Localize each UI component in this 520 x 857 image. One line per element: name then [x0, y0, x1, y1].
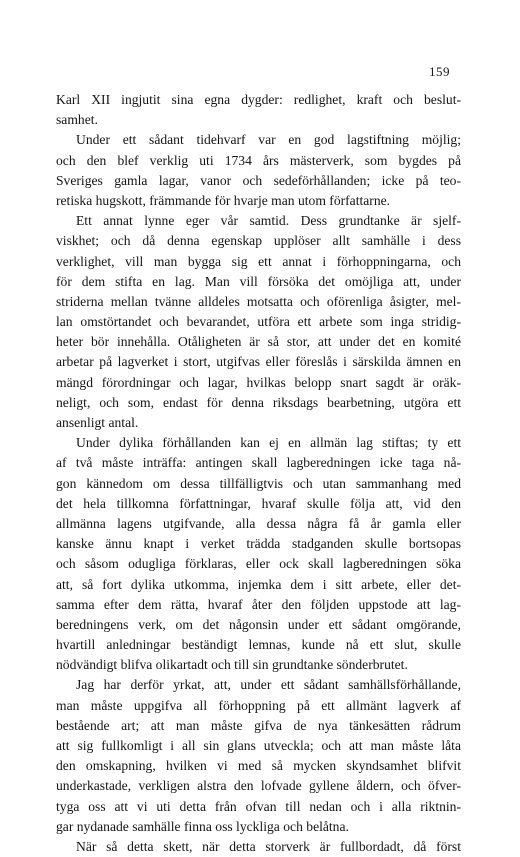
text-line: heter bör innehålla. Otåligheten är så stor, att under det en komité — [56, 334, 461, 350]
text-line: att sig fullkomligt i all sin glans utveckla; och att man måste låta — [56, 738, 461, 753]
text-line: den omskapning, hvilken vi med så mycken skyndsamhet blifvit — [56, 758, 461, 774]
text-line: Jag har derför yrkat, att, under ett sådant samhällsförhållande, — [76, 677, 461, 693]
text-line: af två måste inträffa: antingen skall lagberedningen icke taga nå- — [56, 455, 461, 471]
text-line: samhet. — [56, 112, 98, 128]
text-line: tyga oss att vi uti detta från ofvan till nedan och i alla riktnin- — [56, 798, 461, 814]
text-line: Ett annat lynne eger vår samtid. Dess grundtanke är sjelf- — [76, 213, 461, 229]
text-line: och såsom odugliga förklaras, eller ock skall lagberedningen söka — [56, 556, 461, 572]
text-line: det hela tillkomna författningar, hvaraf skulle följa att, vid den — [56, 495, 461, 511]
text-line: nödvändigt blifva olikartadt och till sin grundtanke sönderbrutet. — [56, 657, 408, 673]
text-line: neligt, och som, endast för denna riksdags bearbetning, utgöra ett — [56, 394, 461, 410]
text-line: Under ett sådant tidehvarf var en god lagstiftning möjlig; — [76, 132, 461, 148]
text-line: beredningens verk, om det någonsin under ett sådant omgörande, — [56, 616, 461, 632]
text-line: att, så fort dylika utkomma, injemka dem i sitt arbete, eller det- — [56, 576, 461, 592]
text-line: allmänna lagens utgifvande, alla dessa några få år gamla eller — [56, 515, 461, 531]
page-number: 159 — [429, 64, 450, 79]
text-line: man måste uppgifva all förhoppning på ett allmänt lagverk af — [56, 697, 461, 713]
text-line: samma efter dem rätta, hvaraf åter den följden uppstode att lag- — [56, 596, 461, 612]
text-line: för dem stifta en lag. Man vill försöka det omöjliga att, under — [56, 273, 461, 289]
body-text — [56, 90, 461, 857]
text-line: bestående art; att man måste gifva de nya tänkesätten rådrum — [56, 717, 461, 733]
text-line: striderna mellan tvänne alldeles motsatta och oförenliga åsigter, mel- — [56, 293, 461, 309]
text-line: Sveriges gamla lagar, vanor och sedeförhållanden; icke på teo- — [56, 172, 461, 188]
text-line: viskhet; och då denna egenskap upplöser allt samhälle i dess — [56, 233, 461, 249]
text-line: Under dylika förhållanden kan ej en allmän lag stiftas; ty ett — [76, 435, 461, 451]
text-line: gon kännedom om dessa tillfälligtvis och utan sammanhang med — [56, 475, 461, 491]
text-line: När så detta skett, när detta storverk är fullbordadt, då först — [76, 838, 461, 854]
text-line: och den blef verklig uti 1734 års mästerverk, som bygdes på — [56, 152, 461, 168]
text-line: arbetar på lagverket i stort, utgifvas eller föreslås i särskilda ämnen en — [56, 354, 461, 370]
text-line: retiska hugskott, främmande för hvarje man utom författarne. — [56, 192, 391, 208]
text-line: mängd förordningar och lagar, hvilkas belopp snart sagdt är oräk- — [56, 374, 461, 390]
text-line: hvartill anledningar beständigt lemnas, kunde nå ett slut, skulle — [56, 637, 461, 653]
text-line: gar nydanade samhälle finna oss lyckliga och belåtna. — [56, 818, 349, 834]
text-line: kanske ännu knapt i verket trädda stadganden skulle bortsopas — [56, 536, 461, 552]
text-line: underkastade, verkligen alstra den lofvade gyllene åldern, och öfver- — [56, 778, 461, 794]
text-line: lan omstörtandet och bevarandet, utföra ett arbete som inga stridig- — [56, 314, 461, 330]
text-line: ansenligt antal. — [56, 415, 139, 430]
text-line: Karl XII ingjutit sina egna dygder: redlighet, kraft och beslut- — [56, 92, 461, 107]
text-line: verklighet, vill man bygga sig ett annat i förhoppningarna, och — [56, 253, 461, 269]
